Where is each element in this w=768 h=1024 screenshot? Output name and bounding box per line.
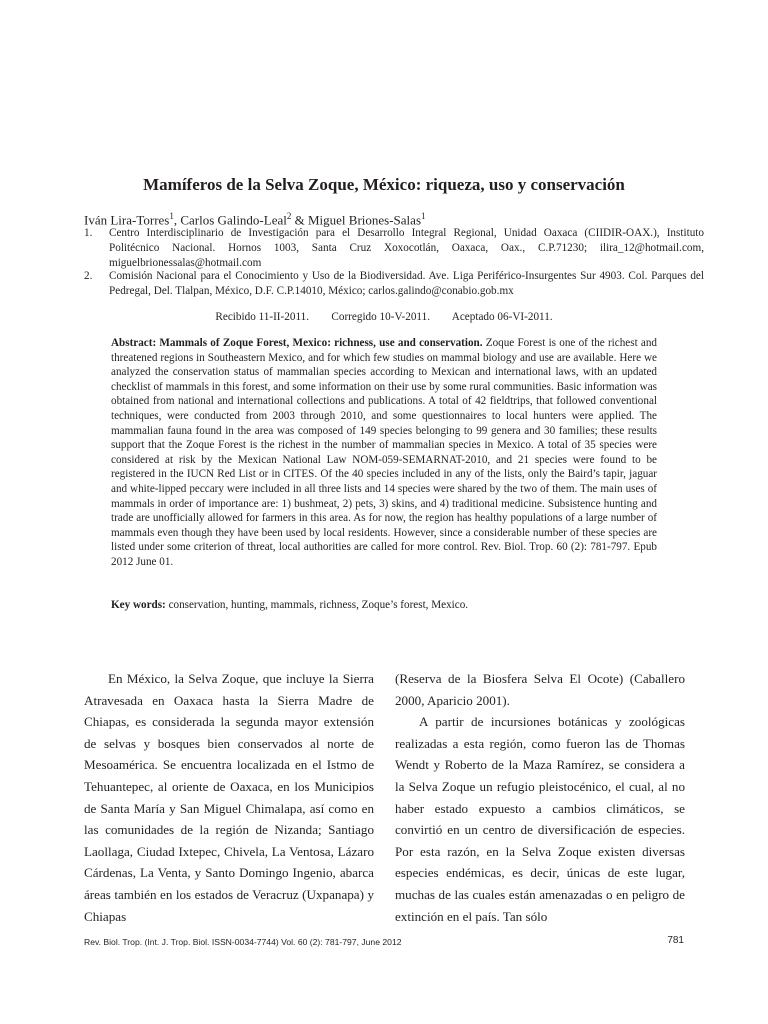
keywords-text: conservation, hunting, mammals, richness, Zoque’s forest, Mexico. [165,599,469,611]
author-affiliation-mark: 1 [421,211,426,221]
body-paragraph: (Reserva de la Biosfera Selva El Ocote) (Caballero 2000, Aparicio 2001). [395,671,685,708]
article-title: Mamíferos de la Selva Zoque, México: riqueza, uso y conservación [143,175,625,194]
affiliation-number: 2. [84,270,93,282]
affiliation-text: Comisión Nacional para el Conocimiento y Uso de la Biodiversidad. Ave. Liga Periférico-Insurgentes Sur 4903. Col. Parques del Pedregal, Del. Tlalpan, México, D.F. C.P.14010, México; carlos.galindo@conabio.gob.mx [109,270,704,297]
abstract-label: Abstract: Mammals of Zoque Forest, Mexico: richness, use and conservation. [111,337,483,349]
author-name: Miguel Briones-Salas [307,212,421,228]
author-name: Carlos Galindo-Leal [180,212,287,228]
body-column-left [84,668,374,927]
author-affiliation-mark: 2 [286,211,292,221]
abstract-text: Zoque Forest is one of the richest and threatened regions in Southeastern Mexico, and for which few studies on mammal biology and use are available. Here we analyzed the conservation status of mammalian species according to Mexican and international laws, with an updated checklist of mammals in this forest, and some information on their use by some rural communities. Basic information was obtained from national and international collections and publications. A total of 42 fieldtrips, that followed conventional techniques, were conducted from 2003 through 2010, and some questionnaires to local hunters were applied. The mammalian fauna found in the area was composed of 149 species belonging to 99 genera and 30 families; these results support that the Zoque Forest is the richest in the number of mammalian species in Mexico. A total of 35 species were considered at risk by the Mexican National Law NOM-059-SEMARNAT-2010, and 21 species were found to be registered in the IUCN Red List or in CITES. Of the 40 species included in any of the lists, only the Baird’s tapir, jaguar and white-lipped peccary were included in all three lists and 14 species were shared by the two of them. The main uses of mammals in order of importance are: 1) bushmeat, 2) pets, 3) skins, and 4) traditional medicine. Subsistence hunting and trade are unofficially allowed for farmers in this area. As for now, the region has healthy populations of a large number of mammals even though they have been used by local residents. However, since a considerable number of these species are listed under some criterion of threat, local authorities are called for more control. Rev. Biol. Trop. 60 (2): 781-797. Epub 2012 June 01. [111,337,657,568]
body-paragraph: A partir de incursiones botánicas y zoológicas realizadas a esta región, como fueron las de Thomas Wendt y Roberto de la Maza Ramírez, se considera a la Selva Zoque un refugio pleistocénico, el cual, al no haber estado expuesto a cambios climáticos, se convirtió en un centro de diversificación de especies. Por esta razón, en la Selva Zoque existen diversas especies endémicas, es decir, únicas de este lugar, muchas de las cuales están amenazadas o en peligro de extinción en el país. Tan sólo [395,714,685,924]
keywords-label: Key words: [111,599,166,611]
body-column-right [395,668,685,927]
affiliation-2 [84,269,704,299]
keywords [111,598,657,613]
journal-citation-footer: Rev. Biol. Trop. (Int. J. Trop. Biol. ISSN-0034-7744) Vol. 60 (2): 781-797, June 2012 [84,937,402,947]
author-name: Iván Lira-Torres [84,212,170,228]
body-paragraph: En México, la Selva Zoque, que incluye la Sierra Atravesada en Oaxaca hasta la Sierra Madre de Chiapas, es considerada la segunda mayor extensión de selvas y bosques bien conservados al norte de Mesoamérica. Se encuentra localizada en el Istmo de Tehuantepec, al oriente de Oaxaca, en los Municipios de Santa María y San Miguel Chimalapa, así como en las comunidades de la región de Nizanda; Santiago Laollaga, Ciudad Ixtepec, Chivela, La Ventosa, Lázaro Cárdenas, La Venta, y Santo Domingo Ingenio, abarca áreas también en los estados de Veracruz (Uxpanapa) y Chiapas [84,671,374,924]
affiliation-text: Centro Interdisciplinario de Investigación para el Desarrollo Integral Regional, Unidad Oaxaca (CIIDIR-OAX.), Instituto Politécnico Nacional. Hornos 1003, Santa Cruz Xoxocotlán, Oaxaca, Oax., C.P.71230; ilira_12@hotmail.com, miguelbrionessalas@hotmail.com [109,227,704,269]
author-list: Iván Lira-Torres$^1$, Carlos Galindo-Leal$^2$ & Miguel Briones-Salas$^1$ [84,211,426,228]
received-dates: Recibido 11-II-2011. Corregido 10-V-2011. Aceptado 06-VI-2011. [215,311,553,323]
affiliation-number: 1. [84,227,93,239]
author-affiliation-mark: 1 [169,211,174,221]
affiliation-1 [84,226,704,271]
abstract [111,336,657,570]
page-number: 781 [667,935,684,946]
